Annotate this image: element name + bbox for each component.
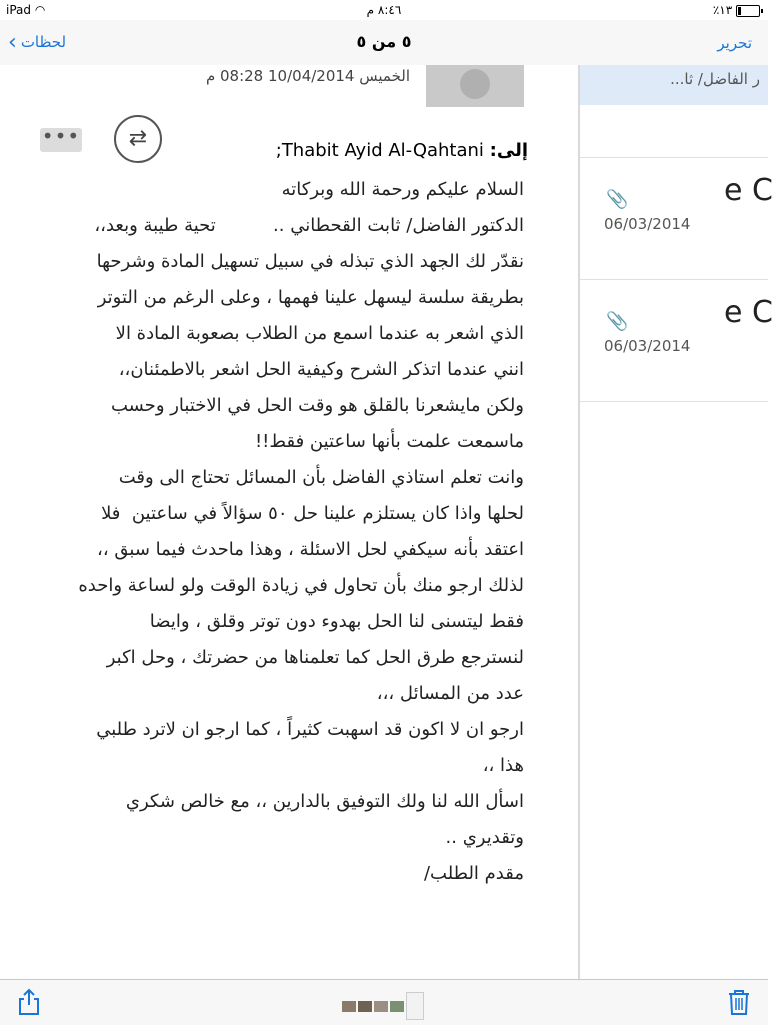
trash-icon[interactable]	[726, 988, 752, 1016]
body-line: مقدم الطلب/	[423, 863, 524, 884]
document-thumbnail[interactable]	[406, 992, 424, 1020]
body-line: وانت تعلم استاذي الفاضل بأن المسائل تحتاج الى وقت	[118, 467, 524, 488]
body-line: نقدّر لك الجهد الذي تبذله في سبيل تسهيل المادة وشرحها	[96, 251, 524, 272]
image-thumbnail[interactable]	[390, 1001, 404, 1012]
reply-sync-icon[interactable]: ⇄	[114, 115, 162, 163]
body-line: لذلك ارجو منك بأن تحاول في زيادة الوقت ولو لساعة واحده	[78, 575, 524, 596]
message-date: الخميس 10/04/2014 08:28 م	[205, 67, 410, 85]
wifi-icon: ◠	[34, 3, 46, 17]
body-line: بطريقة سلسة ليسهل علينا فهمها ، وعلى الرغم من التوتر	[97, 287, 524, 308]
attachment-thumbnails[interactable]	[342, 992, 424, 1020]
list-divider	[580, 157, 768, 158]
list-item-date: 06/03/2014	[604, 337, 691, 355]
image-thumbnail[interactable]	[374, 1001, 388, 1012]
body-line: الذي اشعر به عندما اسمع من الطلاب بصعوبة المادة الا	[115, 323, 524, 344]
more-label: •••	[41, 124, 81, 148]
message-reading-pane[interactable]	[0, 65, 578, 979]
body-line: السلام عليكم ورحمة الله وبركاته	[281, 179, 524, 200]
selected-message-row[interactable]	[580, 65, 768, 105]
battery-percent: ٪١٣	[712, 3, 733, 17]
edit-button[interactable]: تحرير	[717, 34, 752, 52]
sender-avatar	[426, 65, 524, 107]
image-thumbnail[interactable]	[342, 1001, 356, 1012]
message-position-title: ٥ من ٥	[356, 32, 412, 51]
list-item[interactable]	[580, 159, 773, 269]
list-divider	[580, 279, 768, 280]
battery-icon	[736, 5, 760, 17]
body-line: وتقديري ..	[445, 827, 524, 848]
device-label: iPad	[6, 3, 32, 17]
body-line: ولكن مايشعرنا بالقلق هو وقت الحل في الاختبار وحسب	[110, 395, 524, 416]
body-line: انني عندما اتذكر الشرح وكيفية الحل اشعر بالاطمئنان،،	[118, 359, 524, 380]
preview-text: ر الفاضل/ ثا...	[670, 70, 760, 88]
recipient-name[interactable]: Thabit Ayid Al-Qahtani;	[275, 140, 484, 161]
more-options-button[interactable]	[40, 124, 82, 152]
image-thumbnail[interactable]	[358, 1001, 372, 1012]
body-line: اسأل الله لنا ولك التوفيق بالدارين ،، مع خالص شكري	[125, 791, 524, 812]
status-bar	[0, 0, 768, 20]
status-right	[713, 3, 760, 17]
list-item[interactable]	[580, 281, 773, 391]
message-list[interactable]	[580, 65, 773, 979]
body-line: ماسمعت علمت بأنها ساعتين فقط!!	[254, 431, 524, 452]
recipient-line	[276, 140, 528, 161]
attachment-icon: 📎	[606, 311, 629, 332]
body-line: عدد من المسائل ،،،	[376, 683, 524, 704]
list-item-date: 06/03/2014	[604, 215, 691, 233]
bottom-toolbar	[0, 979, 768, 1025]
back-label: لحظات	[20, 33, 67, 51]
attachment-icon: 📎	[606, 189, 629, 210]
list-divider	[580, 401, 768, 402]
body-line: لحلها واذا كان يستلزم علينا حل ٥٠ سؤالاً في ساعتين فلا	[101, 503, 524, 524]
body-line: هذا ،،	[482, 755, 524, 776]
navigation-bar	[0, 20, 768, 66]
list-item-sender: e C	[724, 173, 773, 208]
share-icon[interactable]	[16, 988, 42, 1016]
body-line: فقط ليتسنى لنا الحل بهدوء دون توتر وقلق ، وايضا	[149, 611, 524, 632]
body-line: الدكتور الفاضل/ ثابت القحطاني .. تحية طيبة وبعد،،	[94, 215, 524, 236]
message-body	[54, 172, 524, 892]
status-time: ٨:٤٦ م	[366, 3, 402, 17]
to-label: إلى:	[489, 140, 528, 161]
body-line: ارجو ان لا اكون قد اسهبت كثيراً ، كما ارجو ان لاترد طلبي	[96, 719, 524, 740]
body-line: اعتقد بأنه سيكفي لحل الاسئلة ، وهذا ماحدث فيما سبق ،،	[97, 539, 524, 560]
battery-fill	[738, 7, 741, 15]
list-item-sender: e C	[724, 295, 773, 330]
body-line: لنسترجع طرق الحل كما تعلمناها من حضرتك ، وحل اكبر	[106, 647, 524, 668]
chevron-left-icon: ‹	[8, 30, 17, 55]
